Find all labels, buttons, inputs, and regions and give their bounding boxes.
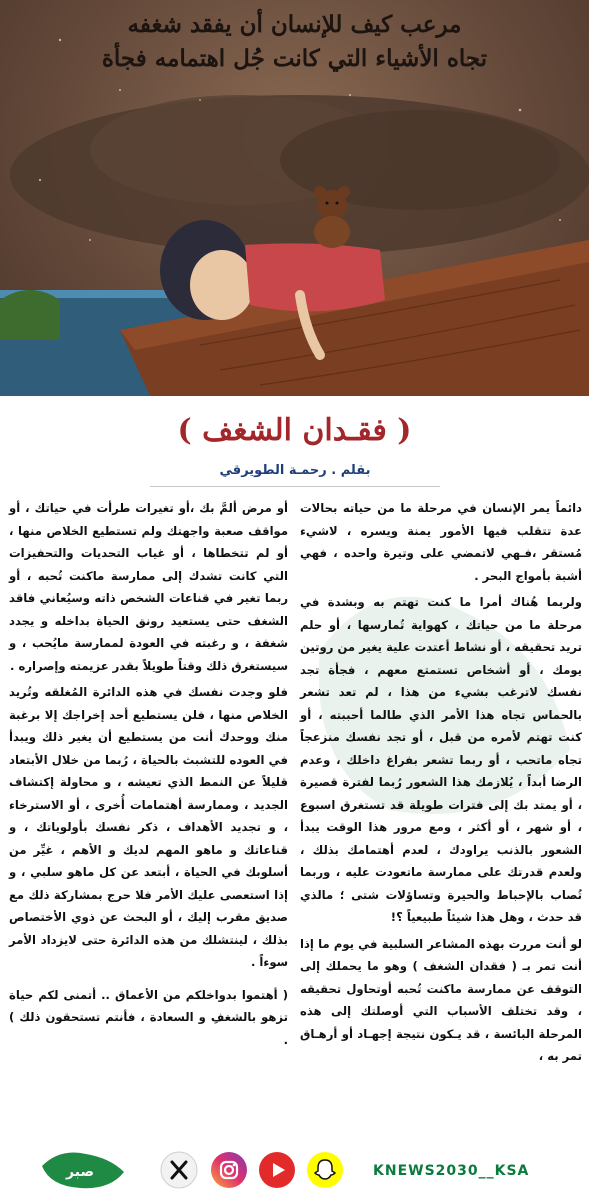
article-paragraph: ( أهتموا بدواخلكم من الأعماق .. أتمنى لكم حياة تزهو بالشغفِ و السعادة ، فأنتم تستحقون ذلك ) . — [9, 987, 288, 1047]
publisher-logo — [40, 1144, 126, 1194]
brand-handle[interactable]: KNEWS2030__KSA — [373, 1163, 530, 1179]
article-paragraph: لو أنت مررت بهذه المشاعر السلبية في يوم ما إذا أنت تمر بـ ( فقدان الشغف ) وهو ما يحملك إلى التوقف عن ممارسة ماكنت تُحبه أوتحاول تحقيقه ، وقد تختلف الأسباب التي أوصلتك إلى هذه المرحلة البائسة ، قد يـكون نتيجة إجهـاد أو أرهـاق تمر به ، — [300, 936, 582, 1063]
x-icon[interactable] — [160, 1151, 198, 1189]
snapchat-icon[interactable] — [306, 1151, 344, 1189]
article-paragraph: أو مرض ألمَّ بك ،أو تغيرات طرأت في حياتك ، أو مواقف صعبة واجهتك ولم تستطيع الخلاص منها ، أو لم تتخطاها ، أو غياب التحديات والتحفيزات التي كانت تشدك إلى ممارسة ماكنت تُحبه ، أو ربما تغير في قناعات الشخص ذاته وسيُعاني فاقد الشغف حتى يستعيد رونق الحياة بداخله و يجدد شغفة ، و رغبته في العودة لممارسة مايُحب ، و سيستغرق ذلك وقتاً طويلاً بقدر عزيمته وإصراره . — [9, 501, 288, 673]
article-column-right — [300, 497, 582, 1072]
hero-quote-line1: مرعب كيف للإنسان أن يفقد شغفه — [127, 11, 462, 38]
instagram-icon[interactable] — [210, 1151, 248, 1189]
youtube-icon[interactable] — [258, 1151, 296, 1189]
article-paragraph: فلو وجدت نفسك في هذه الدائرة المُغلقه وتُريد الخلاص منها ، فلن يستطيع أحد إخراجك إلا برغبة منك ووحدك أنت من يستطيع أن يغير ذلك ويبدأ في العوده للتشبث بالحياة ، رُبما من خلال الأبتعاد قليلاً عن النمط الذي تعيشه ، و محاولة إكتشاف الجديد ، وممارسة أهتمامات أُخرى ، أو الاسترخاء ، و تجديد الأهداف ، ذكر نفسك بأولوياتك ، و قناعاتك و ماهو المهم لديك و الأهم ، غيِّر من أسلوبك في الحياة ، أبتعد عن كل ماهو سلبي ، و إذا استعصى عليك الأمر فلا حرج بمشاركة ذلك مع صديق مقرب إليك ، أو البحث عن ذوي الأختصاص بذلك ، لينتشلك من هذه الدائرة حتى لايزداد الأمر سوءاً . — [9, 685, 288, 969]
article-author: بقلم . رحمـة الطويرقي — [219, 463, 371, 478]
article-paragraph: دائماً يمر الإنسان في مرحلة ما من حياته بحالات عدة تتقلب فيها الأمور يمنة ويسره ، لاشيء مُستقر ،فـهي لاتمضي على وتيرة واحده ، فهي أشبة بأمواج البحر . — [300, 501, 582, 583]
author-divider — [150, 486, 440, 487]
footer — [0, 1138, 589, 1200]
article-column-left — [9, 497, 288, 1055]
article-title-block — [0, 404, 589, 456]
hero-illustration — [0, 0, 589, 396]
hero-quote — [20, 8, 569, 76]
hero-quote-line2: تجاه الأشياء التي كانت جُل اهتمامه فجأة — [101, 45, 488, 72]
svg-text:صبر: صبر — [66, 1164, 94, 1180]
article-title: ( فقـدان الشغف ) — [177, 412, 412, 448]
article-paragraph: ولربما هُناك أمرا ما كنت تهتم به وبشدة في مرحلة ما من حياتك ، كهواية تُمارسها ، أو حلم تريد تحقيقه ، أو نشاط أعتدت علية يغير من روتين يومك ، أو أشخاص تستمتع معهم ، فجأة تجد نفسك لاترغب بشيء من هذا ، لم تعد تشعر بالحماس تجاه هذا الأمر الذي طالما أحببته ، أو كنت تهتم لأمره من قبل ، أو تجد نفسك منزعجاً تجاه ماتحب ، أو ربما تشعر بفراغ داخلك ، وعدم الرضا أبداً ، يُلازمك هذا الشعور رُبما لفترة قصيرة ، أو يمتد بك إلى فترات طويلة قد تستغرق اسبوع ، أو شهر ، أو أكثر ، ومع مرور هذا الوقت يبدأ الشعور بالذنب يراودك ، لعدم أهتمامك بذلك ، ولعدم قدرتك على ممارسة ماتعودت عليه ، وربما تُصاب بالإحباط والحيرة وتساؤلات شتى ؛ مالذي قد حدث ، وهل هذا شيئاً طبيعياً ؟! — [300, 595, 582, 924]
